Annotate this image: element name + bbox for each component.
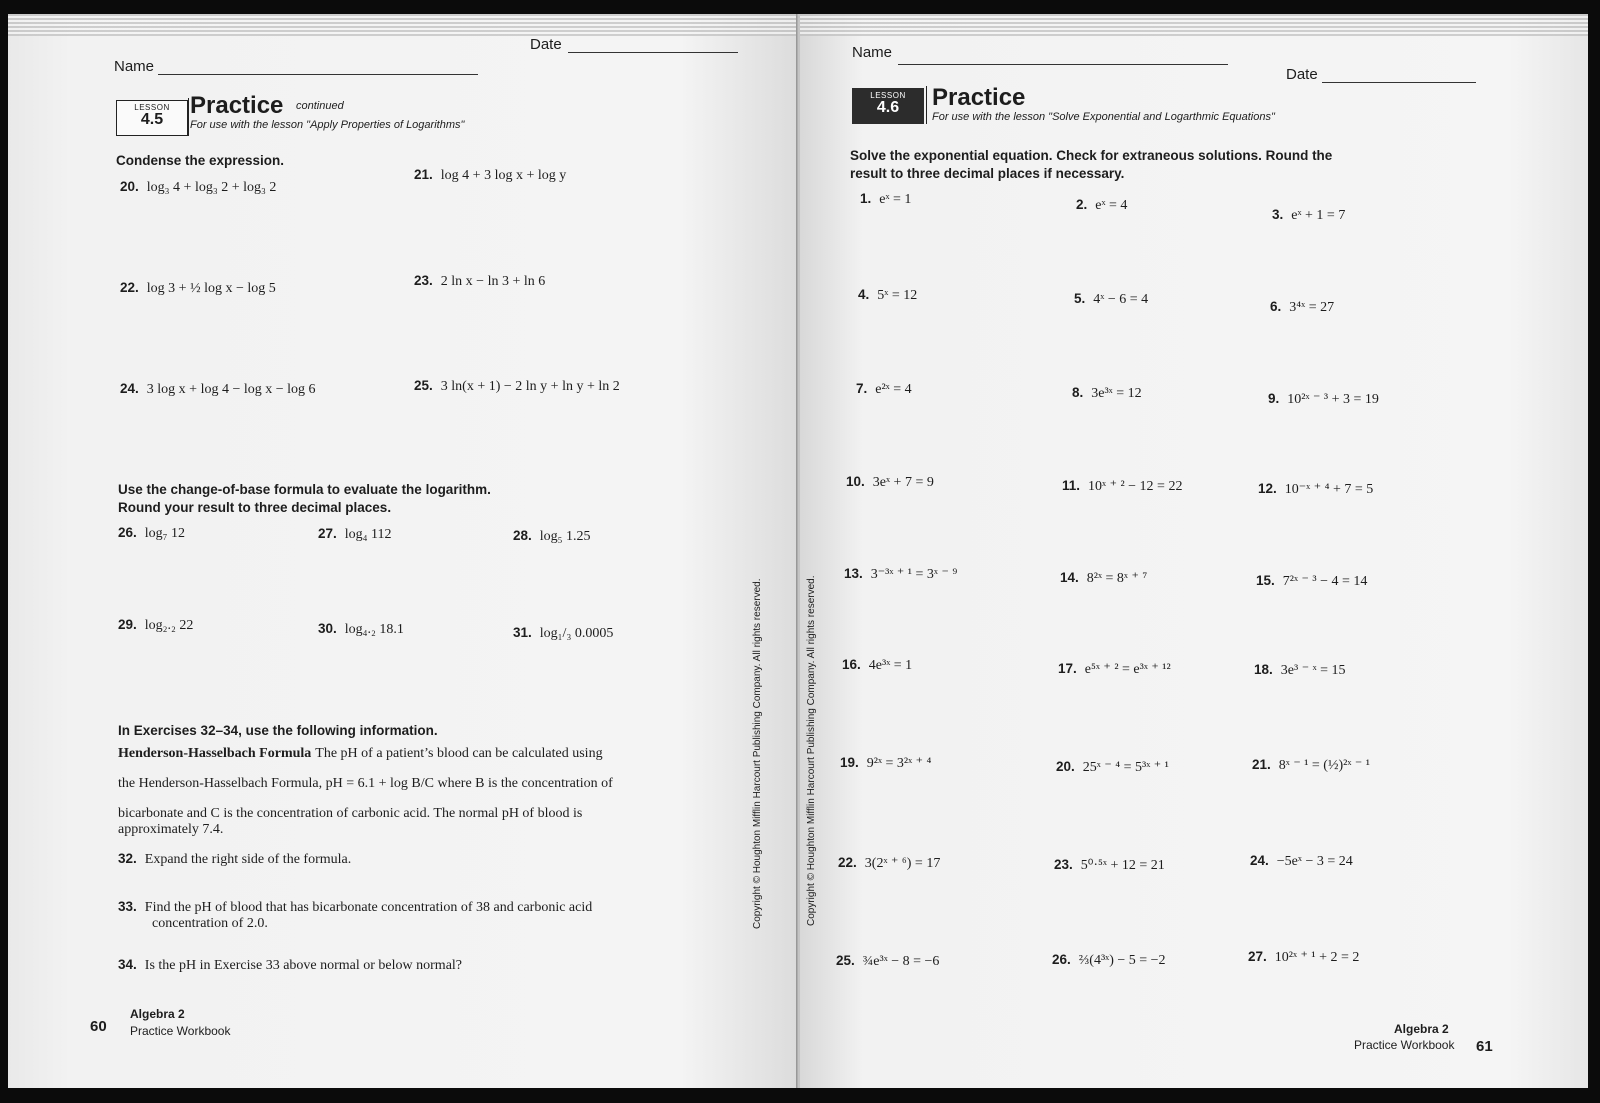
exercise-expression: 10²ˣ ⁻ ³ + 3 = 19 bbox=[1287, 392, 1379, 407]
exercise-7 bbox=[856, 380, 912, 398]
exercise-expression: −5eˣ − 3 = 24 bbox=[1276, 854, 1353, 869]
exercise-32 bbox=[118, 850, 351, 868]
exercise-24 bbox=[120, 380, 316, 398]
exercise-number: 24. bbox=[1250, 853, 1269, 868]
instruction-line1: Solve the exponential equation. Check for extraneous solutions. Round the bbox=[850, 148, 1333, 163]
footer-book-title: Algebra 2 bbox=[130, 1007, 185, 1021]
page-title: Practice bbox=[190, 92, 284, 119]
exercise-expression: eˣ = 1 bbox=[879, 192, 912, 207]
exercise-21 bbox=[414, 166, 566, 184]
exercise-8 bbox=[1072, 384, 1142, 402]
exercise-expression: e⁵ˣ ⁺ ² = e³ˣ ⁺ ¹² bbox=[1084, 662, 1171, 677]
lesson-badge bbox=[852, 88, 924, 124]
page-subtitle: For use with the lesson "Solve Exponential and Logarthmic Equations" bbox=[932, 111, 1275, 123]
exercise-expression: 3⁴ˣ = 27 bbox=[1289, 300, 1335, 315]
exercise-expression: 4e³ˣ = 1 bbox=[868, 658, 913, 673]
page-number: 60 bbox=[90, 1018, 107, 1035]
exercise-expression: 3e³ ⁻ ˣ = 15 bbox=[1280, 663, 1346, 678]
exercise-expression: log₄ 112 bbox=[344, 527, 392, 542]
exercise-expression: log₄.₂ 18.1 bbox=[344, 622, 404, 637]
exercise-2 bbox=[1076, 196, 1127, 214]
exercise-12 bbox=[1258, 480, 1373, 498]
exercise-number: 21. bbox=[1252, 757, 1271, 772]
exercise-22 bbox=[838, 854, 940, 872]
exercise-number: 30. bbox=[318, 621, 337, 636]
exercise-expression: eˣ + 1 = 7 bbox=[1291, 208, 1346, 223]
exercise-expression: e²ˣ = 4 bbox=[875, 382, 912, 397]
date-label: Date bbox=[1286, 66, 1318, 83]
exercise-expression: log 3 + ½ log x − log 5 bbox=[146, 281, 276, 296]
exercise-expression: 10ˣ ⁺ ² − 12 = 22 bbox=[1088, 479, 1183, 494]
exercise-number: 32. bbox=[118, 851, 137, 866]
exercise-text: Find the pH of blood that has bicarbonate concentration of 38 and carbonic acid bbox=[144, 900, 593, 915]
exercise-number: 20. bbox=[1056, 759, 1075, 774]
exercise-number: 23. bbox=[414, 273, 433, 288]
copyright-notice: Copyright © Houghton Mifflin Harcourt Publishing Company. All rights reserved. bbox=[806, 575, 817, 926]
formula-paragraph-line2: the Henderson-Hasselbach Formula, pH = 6.1 + log B/C where B is the concentration of bbox=[118, 776, 613, 791]
exercise-expression: 3eˣ + 7 = 9 bbox=[872, 475, 934, 490]
exercise-number: 22. bbox=[838, 855, 857, 870]
exercise-26 bbox=[1052, 951, 1166, 969]
exercise-number: 4. bbox=[858, 287, 870, 302]
paragraph-text: The pH of a patient’s blood can be calculated using bbox=[315, 746, 603, 761]
exercise-25 bbox=[836, 952, 939, 970]
exercise-34 bbox=[118, 956, 462, 974]
exercise-expression: 5ˣ = 12 bbox=[877, 288, 918, 303]
exercise-expression: log₅ 1.25 bbox=[539, 529, 591, 544]
exercise-number: 15. bbox=[1256, 573, 1275, 588]
exercise-18 bbox=[1254, 661, 1346, 679]
instruction-line2: result to three decimal places if necessary. bbox=[850, 166, 1125, 181]
exercise-11 bbox=[1062, 477, 1182, 495]
exercise-number: 29. bbox=[118, 617, 137, 632]
page-subtitle: For use with the lesson "Apply Properties of Logarithms" bbox=[190, 119, 465, 131]
exercise-expression: 3 ln(x + 1) − 2 ln y + ln y + ln 2 bbox=[440, 379, 620, 394]
exercise-22 bbox=[120, 279, 276, 297]
exercise-expression: 8²ˣ = 8ˣ ⁺ ⁷ bbox=[1086, 571, 1148, 586]
exercise-27 bbox=[318, 525, 392, 543]
page-title: Practice bbox=[932, 84, 1026, 111]
exercise-15 bbox=[1256, 572, 1367, 590]
exercise-number: 20. bbox=[120, 179, 139, 194]
exercise-expression: log 4 + 3 log x + log y bbox=[440, 168, 567, 183]
exercise-4 bbox=[858, 286, 917, 304]
exercise-expression: eˣ = 4 bbox=[1095, 198, 1128, 213]
exercise-number: 7. bbox=[856, 381, 868, 396]
exercise-number: 31. bbox=[513, 625, 532, 640]
exercise-number: 2. bbox=[1076, 197, 1088, 212]
exercise-number: 17. bbox=[1058, 661, 1077, 676]
date-line bbox=[568, 52, 738, 53]
exercise-expression: 5⁰·⁵ˣ + 12 = 21 bbox=[1080, 858, 1165, 873]
exercise-expression: 3⁻³ˣ ⁺ ¹ = 3ˣ ⁻ ⁹ bbox=[870, 567, 958, 582]
exercise-28 bbox=[513, 527, 591, 545]
exercise-number: 14. bbox=[1060, 570, 1079, 585]
page-number: 61 bbox=[1476, 1038, 1493, 1055]
exercise-number: 6. bbox=[1270, 299, 1282, 314]
header-rule bbox=[188, 98, 189, 136]
exercise-expression: 10²ˣ ⁺ ¹ + 2 = 2 bbox=[1274, 950, 1360, 965]
header-rule bbox=[926, 86, 927, 124]
formula-paragraph-line3: bicarbonate and C is the concentration of carbonic acid. The normal pH of blood is bbox=[118, 806, 583, 821]
right-page bbox=[800, 14, 1588, 1088]
exercise-number: 12. bbox=[1258, 481, 1277, 496]
exercise-29 bbox=[118, 616, 193, 634]
exercise-number: 11. bbox=[1062, 478, 1081, 493]
exercise-expression: ¾e³ˣ − 8 = −6 bbox=[862, 954, 940, 969]
exercise-23 bbox=[414, 272, 545, 290]
exercise-number: 8. bbox=[1072, 385, 1084, 400]
date-line bbox=[1322, 82, 1476, 83]
exercise-3 bbox=[1272, 206, 1345, 224]
exercise-text: Is the pH in Exercise 33 above normal or below normal? bbox=[144, 958, 463, 973]
footer-book-title: Algebra 2 bbox=[1394, 1022, 1449, 1036]
instruction-change-of-base: Use the change-of-base formula to evaluate the logarithm. bbox=[118, 482, 491, 497]
left-page bbox=[8, 14, 798, 1088]
page-edge bbox=[800, 14, 1588, 36]
footer-book-subtitle: Practice Workbook bbox=[1354, 1038, 1455, 1052]
exercise-24 bbox=[1250, 852, 1353, 870]
exercise-expression: 3(2ˣ ⁺ ⁶) = 17 bbox=[864, 856, 941, 871]
exercise-number: 26. bbox=[1052, 952, 1071, 967]
exercise-27 bbox=[1248, 948, 1359, 966]
exercise-number: 10. bbox=[846, 474, 865, 489]
formula-paragraph-line4: approximately 7.4. bbox=[118, 822, 224, 837]
exercise-expression: ⅔(4³ˣ) − 5 = −2 bbox=[1078, 953, 1166, 968]
exercise-9 bbox=[1268, 390, 1379, 408]
exercise-17 bbox=[1058, 660, 1171, 678]
exercise-30 bbox=[318, 620, 404, 638]
exercise-expression: 10⁻ˣ ⁺ ⁴ + 7 = 5 bbox=[1284, 482, 1374, 497]
exercise-expression: 9²ˣ = 3²ˣ ⁺ ⁴ bbox=[866, 756, 932, 771]
exercise-6 bbox=[1270, 298, 1334, 316]
exercise-25 bbox=[414, 377, 620, 395]
exercise-number: 13. bbox=[844, 566, 863, 581]
exercise-number: 5. bbox=[1074, 291, 1086, 306]
exercise-20 bbox=[120, 178, 276, 196]
exercise-number: 25. bbox=[414, 378, 433, 393]
lesson-badge bbox=[116, 100, 188, 136]
exercise-number: 33. bbox=[118, 899, 137, 914]
exercise-16 bbox=[842, 656, 912, 674]
exercise-33-line2: concentration of 2.0. bbox=[152, 916, 268, 931]
exercise-number: 16. bbox=[842, 657, 861, 672]
lesson-number: 4.5 bbox=[140, 111, 164, 128]
exercise-number: 9. bbox=[1268, 391, 1280, 406]
instruction-condense: Condense the expression. bbox=[116, 153, 285, 168]
exercise-number: 18. bbox=[1254, 662, 1273, 677]
exercise-expression: 3 log x + log 4 − log x − log 6 bbox=[146, 382, 316, 397]
formula-paragraph-line1 bbox=[118, 744, 603, 762]
exercise-26 bbox=[118, 524, 185, 542]
continued-label: continued bbox=[296, 100, 344, 112]
exercise-text: Expand the right side of the formula. bbox=[144, 852, 352, 867]
exercise-expression: log₂.₂ 22 bbox=[144, 618, 194, 633]
exercise-14 bbox=[1060, 569, 1147, 587]
exercise-5 bbox=[1074, 290, 1148, 308]
name-label: Name bbox=[114, 58, 155, 75]
exercise-number: 19. bbox=[840, 755, 859, 770]
lesson-word: LESSON bbox=[134, 103, 170, 112]
exercise-number: 21. bbox=[414, 167, 433, 182]
exercise-number: 23. bbox=[1054, 857, 1073, 872]
lesson-word: LESSON bbox=[870, 91, 906, 100]
date-label: Date bbox=[530, 36, 562, 53]
exercise-19 bbox=[840, 754, 931, 772]
exercise-31 bbox=[513, 624, 613, 642]
exercise-23 bbox=[1054, 856, 1165, 874]
instruction-exercises-32-34: In Exercises 32–34, use the following information. bbox=[118, 723, 438, 738]
exercise-number: 28. bbox=[513, 528, 532, 543]
exercise-expression: 2 ln x − ln 3 + ln 6 bbox=[440, 274, 546, 289]
exercise-expression: 3e³ˣ = 12 bbox=[1091, 386, 1142, 401]
exercise-number: 22. bbox=[120, 280, 139, 295]
name-line bbox=[898, 64, 1228, 65]
exercise-expression: 4ˣ − 6 = 4 bbox=[1093, 292, 1149, 307]
exercise-number: 24. bbox=[120, 381, 139, 396]
name-line bbox=[158, 74, 478, 75]
exercise-number: 27. bbox=[318, 526, 337, 541]
instruction-round: Round your result to three decimal places. bbox=[118, 500, 392, 515]
lesson-number: 4.6 bbox=[876, 99, 900, 116]
exercise-21 bbox=[1252, 756, 1370, 774]
exercise-expression: 8ˣ ⁻ ¹ = (½)²ˣ ⁻ ¹ bbox=[1278, 758, 1370, 773]
page-edge bbox=[8, 14, 798, 36]
exercise-expression: 25ˣ ⁻ ⁴ = 5³ˣ ⁺ ¹ bbox=[1082, 760, 1169, 775]
exercise-number: 26. bbox=[118, 525, 137, 540]
exercise-expression: log₇ 12 bbox=[144, 526, 186, 541]
copyright-notice: Copyright © Houghton Mifflin Harcourt Publishing Company. All rights reserved. bbox=[752, 578, 763, 929]
exercise-20 bbox=[1056, 758, 1169, 776]
exercise-1 bbox=[860, 190, 911, 208]
exercise-number: 27. bbox=[1248, 949, 1267, 964]
exercise-number: 25. bbox=[836, 953, 855, 968]
exercise-10 bbox=[846, 473, 934, 491]
exercise-13 bbox=[844, 565, 957, 583]
exercise-number: 3. bbox=[1272, 207, 1284, 222]
exercise-33 bbox=[118, 898, 592, 916]
exercise-number: 1. bbox=[860, 191, 872, 206]
exercise-expression: log₁/₃ 0.0005 bbox=[539, 626, 614, 641]
exercise-expression: log₃ 4 + log₃ 2 + log₃ 2 bbox=[146, 180, 277, 195]
footer-book-subtitle: Practice Workbook bbox=[130, 1024, 231, 1038]
name-label: Name bbox=[852, 44, 893, 61]
formula-name: Henderson-Hasselbach Formula bbox=[118, 746, 312, 761]
exercise-expression: 7²ˣ ⁻ ³ − 4 = 14 bbox=[1282, 574, 1368, 589]
exercise-number: 34. bbox=[118, 957, 137, 972]
